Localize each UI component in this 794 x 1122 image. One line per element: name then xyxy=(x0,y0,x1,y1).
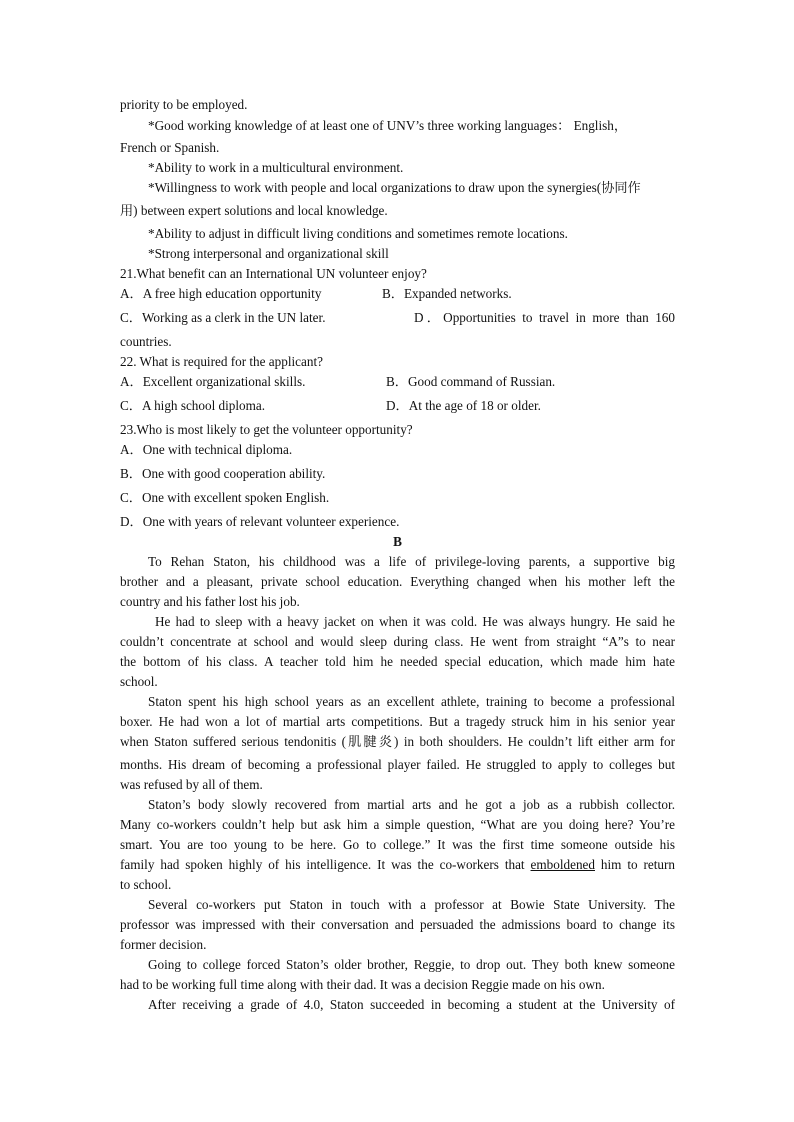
paragraph-line: professor was impressed with their conversation and persuaded the admissions board to change its xyxy=(120,917,675,932)
requirement-5: *Strong interpersonal and organizational skill xyxy=(148,246,389,261)
text-run: him to return xyxy=(594,857,676,872)
paragraph-line: to school. xyxy=(120,877,172,892)
paragraph-line: months. His dream of becoming a professional player failed. He struggled to apply to colleges but xyxy=(120,757,675,772)
paragraph-line: brother and a pleasant, private school education. Everything changed when his mother left the xyxy=(120,574,675,589)
question-21-stem: 21.What benefit can an International UN volunteer enjoy? xyxy=(120,266,427,281)
requirement-3: *Willingness to work with people and local organizations to draw upon the synergies(协同作 xyxy=(148,180,641,195)
paragraph-line: To Rehan Staton, his childhood was a life of privilege-loving parents, a supportive big xyxy=(148,554,675,569)
option-d: D．Opportunities to travel in more than 160 xyxy=(414,310,675,325)
option-a: A．One with technical diploma. xyxy=(120,442,293,457)
option-b: B．One with good cooperation ability. xyxy=(120,466,326,481)
paragraph-3 xyxy=(120,692,675,795)
paragraph-line: was refused by all of them. xyxy=(120,777,263,792)
paragraph-line: Staton’s body slowly recovered from martial arts and he got a job as a rubbish collector. xyxy=(148,797,675,812)
paragraph-line: He had to sleep with a heavy jacket on when it was cold. He was always hungry. He said he xyxy=(155,614,675,629)
option-c: C．Working as a clerk in the UN later. xyxy=(120,310,326,325)
paragraph-line xyxy=(120,855,675,875)
paragraph-line: when Staton suffered serious tendonitis (肌腱炎) in both shoulders. He couldn’t lift either arm for xyxy=(120,734,675,749)
paragraph-line: couldn’t concentrate at school and would sleep during class. He went from straight “A”s to near xyxy=(120,634,675,649)
paragraph-line: Going to college forced Staton’s older brother, Reggie, to drop out. They both knew someone xyxy=(148,957,675,972)
option-d-cont: countries. xyxy=(120,334,172,349)
requirement-4: *Ability to adjust in difficult living conditions and sometimes remote locations. xyxy=(148,226,568,241)
paragraph-line: Many co-workers couldn’t help but ask him a simple question, “What are you doing here? You’re xyxy=(120,817,675,832)
paragraph-2 xyxy=(120,612,675,692)
requirement-1-cont: French or Spanish. xyxy=(120,140,220,155)
intro-line: priority to be employed. xyxy=(120,97,248,112)
option-c: C．A high school diploma. xyxy=(120,398,266,413)
text-run: family had spoken highly of his intelligence. It was the co-workers that xyxy=(120,857,531,872)
requirement-3-cont: 用) between expert solutions and local knowledge. xyxy=(120,203,388,218)
paragraph-4 xyxy=(120,795,675,895)
paragraph-line: boxer. He had won a lot of martial arts competitions. But a tragedy struck him in his senior year xyxy=(120,714,675,729)
paragraph-line: the bottom of his class. A teacher told him he needed special education, which made him hate xyxy=(120,654,675,669)
paragraph-line: school. xyxy=(120,674,158,689)
paragraph-line: Several co-workers put Staton in touch with a professor at Bowie State University. The xyxy=(148,897,675,912)
paragraph-line: had to be working full time along with their dad. It was a decision Reggie made on his own. xyxy=(120,977,605,992)
paragraph-6 xyxy=(120,955,675,995)
question-22-options-cd xyxy=(120,396,675,416)
question-22-stem: 22. What is required for the applicant? xyxy=(120,354,323,369)
requirement-2: *Ability to work in a multicultural environment. xyxy=(148,160,404,175)
option-a: A．A free high education opportunity xyxy=(120,286,322,301)
option-c: C．One with excellent spoken English. xyxy=(120,490,330,505)
paragraph-line: former decision. xyxy=(120,937,207,952)
question-22-options-ab xyxy=(120,372,675,392)
document-page xyxy=(120,95,675,1015)
underlined-word: emboldened xyxy=(530,857,595,872)
paragraph-7 xyxy=(120,995,675,1015)
paragraph-1 xyxy=(120,552,675,612)
paragraph-line: smart. You are too young to be here. Go to college.” It was the first time someone outside his xyxy=(120,837,675,852)
paragraph-line: After receiving a grade of 4.0, Staton succeeded in becoming a student at the University of xyxy=(148,997,675,1012)
paragraph-line: country and his father lost his job. xyxy=(120,594,300,609)
question-21-options-cd xyxy=(120,308,675,328)
option-b: B．Expanded networks. xyxy=(382,286,512,301)
section-heading: B xyxy=(393,534,402,549)
question-21-options-ab xyxy=(120,284,675,304)
paragraph-line: Staton spent his high school years as an excellent athlete, training to become a professional xyxy=(148,694,675,709)
question-23-stem: 23.Who is most likely to get the volunteer opportunity? xyxy=(120,422,413,437)
paragraph-5 xyxy=(120,895,675,955)
option-d: D．At the age of 18 or older. xyxy=(386,398,541,413)
option-a: A．Excellent organizational skills. xyxy=(120,374,306,389)
requirement-1: *Good working knowledge of at least one of UNV’s three working languages： English， xyxy=(148,118,628,133)
option-d: D．One with years of relevant volunteer experience. xyxy=(120,514,400,529)
option-b: B．Good command of Russian. xyxy=(386,374,556,389)
